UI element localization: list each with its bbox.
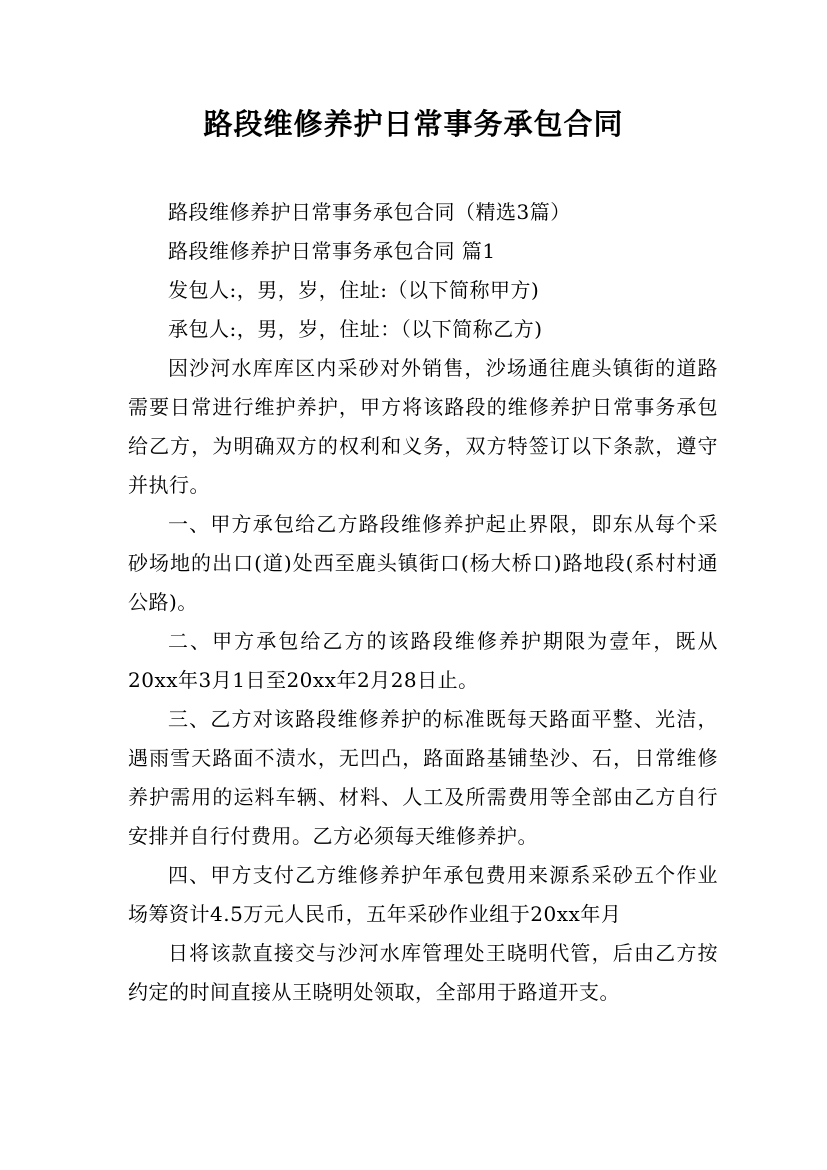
paragraph-party-a: 发包人:，男，岁，住址:（以下简称甲方) (168, 278, 540, 302)
document-body (128, 193, 718, 1012)
document-title: 路段维修养护日常事务承包合同 (203, 107, 624, 141)
paragraph-clause-4-continued: 日将该款直接交与沙河水库管理处王晓明代管，后由乙方按约定的时间直接从王晓明处领取，全部用于路道开支。 (128, 941, 718, 1004)
paragraph-clause-3: 三、乙方对该路段维修养护的标准既每天路面平整、光洁，遇雨雪天路面不渍水，无凹凸，路面路基铺垫沙、石，日常维修养护需用的运料车辆、材料、人工及所需费用等全部由乙方自行安排并自行付费用。乙方必须每天维修养护。 (128, 707, 718, 848)
paragraph-party-b: 承包人:，男，岁，住址：（以下简称乙方) (168, 317, 543, 341)
paragraph-preamble: 因沙河水库库区内采砂对外销售，沙场通往鹿头镇街的道路需要日常进行维护养护，甲方将该路段的维修养护日常事务承包给乙方，为明确双方的权利和义务，双方特签订以下条款，遵守并执行。 (128, 356, 718, 497)
paragraph-subtitle: 路段维修养护日常事务承包合同（精选3篇） (168, 200, 571, 224)
paragraph-clause-4: 四、甲方支付乙方维修养护年承包费用来源系采砂五个作业场筹资计4.5万元人民币，五年采砂作业组于20xx年月 (128, 863, 718, 926)
paragraph-clause-2: 二、甲方承包给乙方的该路段维修养护期限为壹年，既从20xx年3月1日至20xx年2月28日止。 (128, 629, 718, 692)
paragraph-clause-1: 一、甲方承包给乙方路段维修养护起止界限，即东从每个采砂场地的出口(道)处西至鹿头镇街口(杨大桥口)路地段(系村村通公路)。 (128, 512, 718, 614)
paragraph-section-heading: 路段维修养护日常事务承包合同 篇1 (168, 239, 496, 263)
